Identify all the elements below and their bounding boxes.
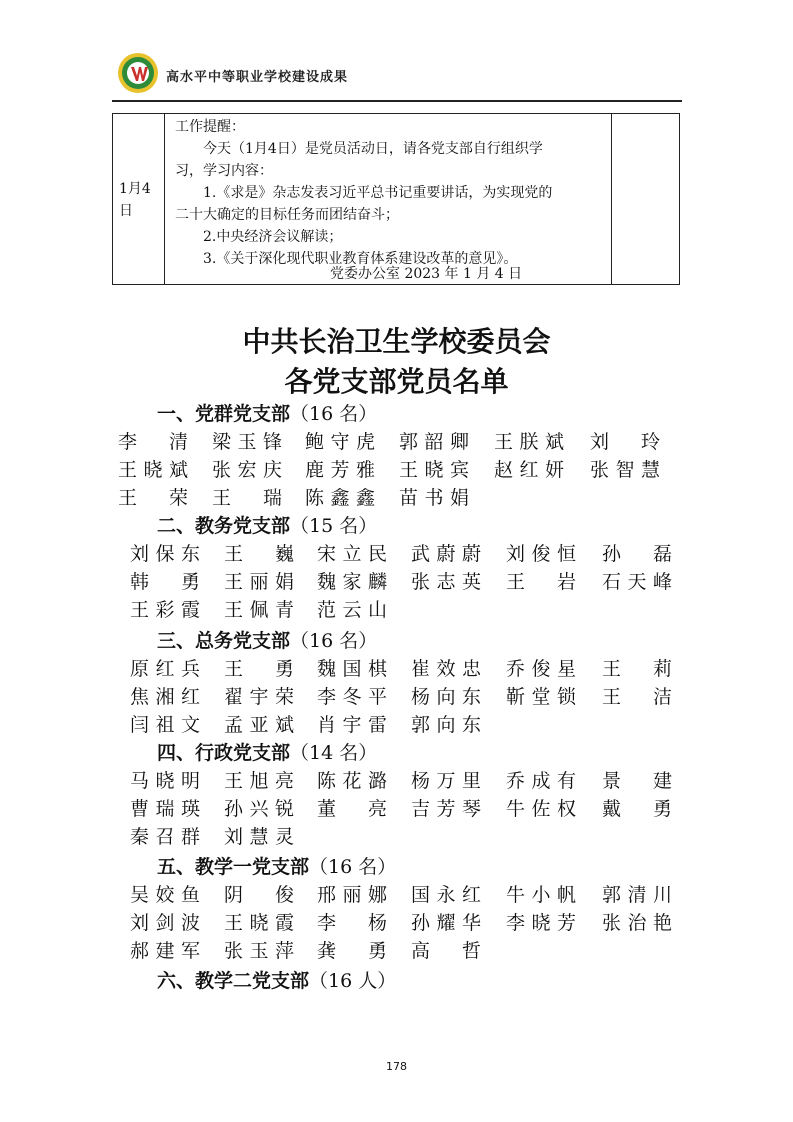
section-count: （16 名） — [290, 630, 378, 652]
section-name: 一、党群党支部 — [157, 403, 291, 425]
member-name: 肖宇雷 — [317, 714, 387, 736]
section-heading — [157, 511, 377, 538]
member-name: 刘 玲 — [590, 431, 660, 453]
member-name: 闫祖文 — [130, 714, 200, 736]
member-name: 邢丽娜 — [317, 884, 387, 906]
notice-line: 二十大确定的目标任务而团结奋斗； — [175, 207, 399, 223]
member-name: 阴 俊 — [224, 884, 294, 906]
member-name: 魏国棋 — [317, 658, 387, 680]
member-name: 孟亚斌 — [224, 714, 294, 736]
member-name: 靳堂锁 — [506, 686, 576, 708]
member-name: 张治艳 — [602, 912, 672, 934]
member-name: 韩 勇 — [130, 571, 200, 593]
section-heading — [157, 399, 377, 426]
notice-signature: 党委办公室 2023 年 1 月 4 日 — [330, 266, 523, 282]
member-name: 乔俊星 — [506, 658, 576, 680]
member-name: 刘保东 — [130, 543, 200, 565]
member-name: 王彩霞 — [130, 599, 200, 621]
member-name: 国永红 — [411, 884, 481, 906]
member-name: 原红兵 — [130, 658, 200, 680]
header-divider — [112, 100, 682, 102]
member-name: 李冬平 — [317, 686, 387, 708]
member-name: 吴姣鱼 — [130, 884, 200, 906]
section-name: 六、教学二党支部 — [157, 970, 310, 992]
member-name: 高 哲 — [411, 940, 481, 962]
member-name: 郭韶卿 — [399, 431, 469, 453]
member-name: 吉芳琴 — [411, 798, 481, 820]
member-name: 鹿芳雅 — [305, 459, 375, 481]
member-name: 戴 勇 — [602, 798, 672, 820]
member-name: 王丽娟 — [224, 571, 294, 593]
member-name: 王 莉 — [602, 658, 672, 680]
member-name: 秦召群 — [130, 826, 200, 848]
school-logo-icon — [117, 52, 159, 94]
document-title: 中共长治卫生学校委员会 — [242, 325, 551, 358]
document-subtitle: 各党支部党员名单 — [284, 365, 509, 398]
member-name: 赵红妍 — [494, 459, 564, 481]
member-name: 杨万里 — [411, 770, 481, 792]
member-name: 郝建军 — [130, 940, 200, 962]
member-name: 刘慧灵 — [224, 826, 294, 848]
member-name: 王朕斌 — [494, 431, 564, 453]
member-name: 王晓宾 — [399, 459, 469, 481]
member-name: 石天峰 — [602, 571, 672, 593]
member-name: 牛小帆 — [506, 884, 576, 906]
member-name: 武蔚蔚 — [411, 543, 481, 565]
member-name: 景 建 — [602, 770, 672, 792]
notice-line: 今天（1月4日）是党员活动日，请各党支部自行组织学 — [203, 141, 543, 157]
member-name: 董 亮 — [317, 798, 387, 820]
member-name: 魏家麟 — [317, 571, 387, 593]
member-name: 李晓芳 — [506, 912, 576, 934]
notice-line: 习，学习内容： — [175, 163, 273, 179]
section-heading — [157, 738, 377, 765]
section-heading — [157, 966, 396, 993]
section-name: 二、教务党支部 — [157, 515, 291, 537]
member-name: 张志英 — [411, 571, 481, 593]
section-name: 四、行政党支部 — [157, 742, 291, 764]
member-name: 孙兴锐 — [224, 798, 294, 820]
notice-line: 1.《求是》杂志发表习近平总书记重要讲话，为实现党的 — [203, 185, 553, 201]
section-count: （16 名） — [290, 403, 378, 425]
member-name: 乔成有 — [506, 770, 576, 792]
member-name: 范云山 — [317, 599, 387, 621]
member-name: 陈鑫鑫 — [305, 487, 375, 509]
notice-line: 工作提醒： — [175, 119, 245, 135]
page-header — [112, 52, 682, 102]
notice-line: 2.中央经济会议解读； — [203, 229, 343, 245]
member-name: 刘剑波 — [130, 912, 200, 934]
member-name: 王 洁 — [602, 686, 672, 708]
section-name: 五、教学一党支部 — [157, 856, 310, 878]
member-name: 梁玉锋 — [212, 431, 282, 453]
member-name: 张玉萍 — [224, 940, 294, 962]
member-name: 王 岩 — [506, 571, 576, 593]
member-name: 苗书娟 — [399, 487, 469, 509]
member-name: 王晓霞 — [224, 912, 294, 934]
notice-line: 3.《关于深化现代职业教育体系建设改革的意见》。 — [203, 251, 518, 267]
member-name: 刘俊恒 — [506, 543, 576, 565]
member-name: 李 杨 — [317, 912, 387, 934]
member-name: 李 清 — [118, 431, 188, 453]
member-name: 孙耀华 — [411, 912, 481, 934]
date-cell — [113, 114, 165, 284]
member-name: 王 勇 — [224, 658, 294, 680]
member-name: 郭清川 — [602, 884, 672, 906]
member-name: 孙 磊 — [602, 543, 672, 565]
section-count: （14 名） — [290, 742, 378, 764]
member-name: 王 瑞 — [212, 487, 282, 509]
member-name: 张宏庆 — [212, 459, 282, 481]
member-name: 杨向东 — [411, 686, 481, 708]
member-name: 翟宇荣 — [224, 686, 294, 708]
member-name: 龚 勇 — [317, 940, 387, 962]
member-name: 王 荣 — [118, 487, 188, 509]
member-name: 王晓斌 — [118, 459, 188, 481]
header-title: 高水平中等职业学校建设成果 — [166, 70, 349, 85]
member-name: 王 巍 — [224, 543, 294, 565]
member-name: 张智慧 — [590, 459, 660, 481]
member-name: 曹瑞瑛 — [130, 798, 200, 820]
section-count: （16 人） — [309, 970, 397, 992]
section-count: （15 名） — [290, 515, 378, 537]
member-name: 马晓明 — [130, 770, 200, 792]
member-name: 鲍守虎 — [305, 431, 375, 453]
section-heading — [157, 626, 377, 653]
date-text: 1月4日 — [119, 181, 151, 219]
member-name: 崔效忠 — [411, 658, 481, 680]
section-heading — [157, 852, 396, 879]
notice-cell — [165, 114, 612, 284]
member-name: 焦湘红 — [130, 686, 200, 708]
member-name: 郭向东 — [411, 714, 481, 736]
page-number: 178 — [386, 1060, 407, 1073]
remarks-cell — [612, 114, 679, 284]
member-name: 王旭亮 — [224, 770, 294, 792]
section-count: （16 名） — [309, 856, 397, 878]
notice-table — [112, 113, 680, 285]
member-name: 宋立民 — [317, 543, 387, 565]
member-name: 王佩青 — [224, 599, 294, 621]
member-name: 牛佐权 — [506, 798, 576, 820]
member-name: 陈花潞 — [317, 770, 387, 792]
section-name: 三、总务党支部 — [157, 630, 291, 652]
